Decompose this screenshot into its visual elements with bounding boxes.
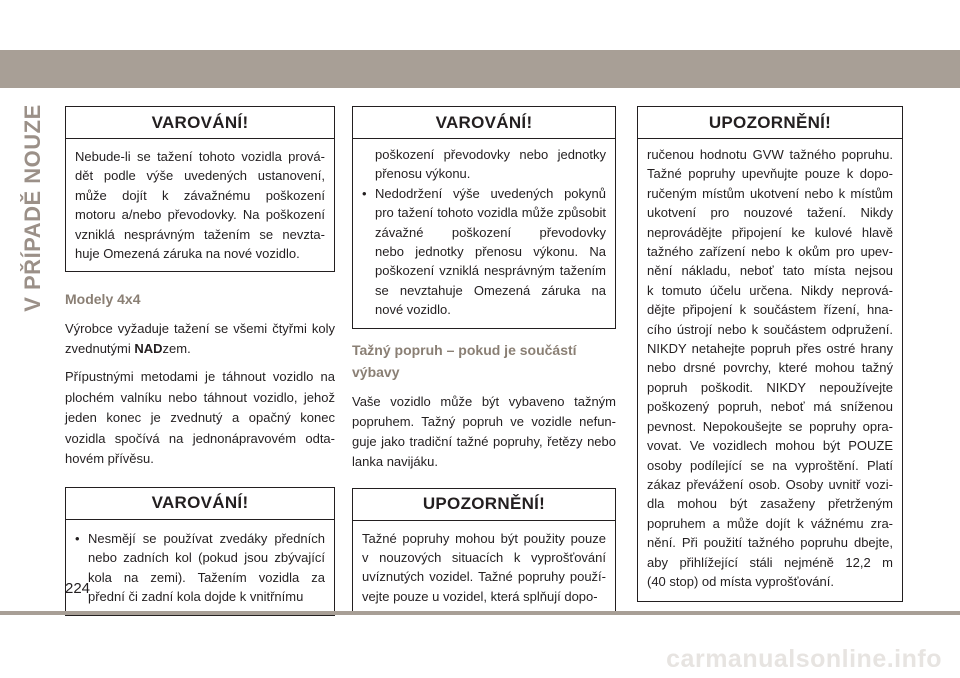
column-1: [65, 106, 335, 616]
paragraph-towing-methods: Přípustnými metodami je táhnout vozidlo na plochém valníku nebo táhnout vozidlo, jehož jeden konec je zvednutý a opačný konec vozidla spočívá na jednonápravovém odta-hovém přívěsu.: [65, 369, 335, 467]
text-line: osoby podílející se na vyproštění. Platí: [647, 457, 893, 473]
text-line: neprovádějte připojení ke kulové hlavě: [647, 224, 893, 240]
text-line: nění nákladu, neboť tato místa nejsou: [647, 263, 893, 279]
caution-box-continued: [637, 106, 903, 602]
warning-box-engine-damage: [65, 106, 335, 272]
caution-box-tow-strap: [352, 488, 616, 616]
text-line: závažné poškození převodovky: [375, 224, 606, 240]
text-line: se nevztahuje Omezená záruka na: [375, 282, 606, 298]
text-line: v nouzových situacích k vyprošťování: [362, 550, 606, 566]
caution-title: UPOZORNĚNÍ!: [638, 107, 902, 139]
text-line: dět podle výše uvedených ustanovení,: [75, 168, 325, 184]
text-line: cího ústrojí nebo k součástem odpružení.: [647, 321, 893, 337]
warning-title: VAROVÁNÍ!: [66, 488, 334, 520]
text-line: dějte připojení k součástem řízení, hna-: [647, 302, 893, 318]
warning-title: VAROVÁNÍ!: [66, 107, 334, 139]
text-line: k tomuto účelu určena. Nikdy neprová-: [647, 282, 893, 298]
text-line: poškození převodovky nebo jednotky: [375, 147, 606, 162]
text-line: zákaz převážení osob. Osoby uvnitř vozi-: [647, 476, 893, 492]
text-line: aby přihlížející stáli nejméně 12,2 m: [647, 554, 893, 570]
column-3: [637, 106, 903, 602]
text-line: vejte pouze u vozidel, která splňují dopo-: [362, 588, 598, 604]
footer-line: [0, 611, 960, 615]
text-line: přenosu výkonu.: [375, 166, 471, 182]
text-line: uvíznutých vozidel. Tažné popruhy použí-: [362, 569, 606, 585]
text-line: Tažné popruhy mohou být použity pouze: [362, 530, 606, 546]
text-line: nebo jednotky přenosu výkonu. Na: [375, 244, 606, 260]
text-line: ručeným místům ukotvení nebo k místům: [647, 185, 893, 201]
text-line: přední či zadní kola dojde k vnitřnímu: [88, 589, 304, 605]
text-line: Nedodržení výše uvedených pokynů: [375, 185, 606, 201]
text-line: nové vozidlo.: [375, 302, 451, 318]
text-line: (40 stop) od místa vyprošťování.: [647, 573, 834, 589]
caution-text: [353, 521, 615, 615]
text-line: dla mohou být zasaženy přetrženým: [647, 496, 893, 512]
text-line: popruhem a může dojít k vážnému zra-: [647, 515, 893, 531]
column-2: [352, 106, 616, 615]
section-title-4x4: Modely 4x4: [65, 291, 141, 308]
text-line: poškozený popruh, neboť má sníženou: [647, 399, 893, 415]
text-line: vzniklá nesprávným tažením se nevzta-: [75, 226, 325, 242]
text-line: Nesmějí se používat zvedáky předních: [88, 530, 325, 546]
page-number: 224: [65, 580, 91, 597]
watermark: carmanualsonline.info: [666, 645, 942, 673]
text-line: NIKDY netahejte popruh přes ostré hrany: [647, 341, 893, 357]
text-line: nebo zadních kol (pokud jsou zbývající: [88, 550, 325, 566]
caution-text: [638, 139, 902, 601]
header-band: [0, 50, 960, 88]
warning-title: VAROVÁNÍ!: [353, 107, 615, 139]
bullet-marker: •: [75, 530, 80, 546]
section-title-tow-strap: Tažný popruh – pokud je součástí výbavy: [352, 341, 577, 380]
text-line: poškození vzniklá nesprávným tažením: [375, 263, 606, 279]
text-line: Tažné popruhy upevňujte pouze k dopo-: [647, 166, 893, 182]
list-item: [75, 529, 325, 607]
warning-box-continued: [352, 106, 616, 329]
text-line: vovat. Ve vozidlech mohou být POUZE: [647, 438, 893, 454]
text-line: nebo drsné povrchy, které mohou tažný: [647, 360, 893, 376]
text-line: může dojít k závažnému poškození: [75, 187, 325, 203]
list-item: [362, 184, 606, 320]
bullet-marker: •: [362, 185, 367, 201]
text-line: popruh poškodit. NIKDY nepoužívejte: [647, 379, 893, 395]
text-line: ukotvení pro nouzové tažení. Nikdy: [647, 205, 893, 221]
text-line: pro tažení tohoto vozidla může způsobit: [375, 205, 606, 221]
text-line: pevnost. Nepokoušejte se popruhy opra-: [647, 418, 893, 434]
text-line: kola na zemi). Tažením vozidla za: [88, 569, 325, 585]
warning-text: [353, 139, 615, 328]
paragraph-tow-strap: Vaše vozidlo může být vybaveno tažným popruhem. Tažný popruh ve vozidle nefun-guje jako tradiční tažné popruhy, řetězy nebo lanka navijáku.: [352, 393, 616, 469]
caution-title: UPOZORNĚNÍ!: [353, 489, 615, 521]
text-line: huje Omezená záruka na nové vozidlo.: [75, 246, 300, 262]
text-line: ručenou hodnotu GVW tažného popruhu.: [647, 147, 893, 162]
text-line: motoru a/nebo převodovky. Na poškození: [75, 207, 325, 223]
text-line: Nebude-li se tažení tohoto vozidla prová-: [75, 149, 325, 164]
text-line: tažného zařízení nebo k okům pro upev-: [647, 244, 893, 260]
warning-text: [66, 520, 334, 615]
text-line: nění. Při použití tažného popruhu dbejte,: [647, 535, 893, 551]
warning-box-wheel-lifts: [65, 487, 335, 616]
chapter-side-title: V PŘÍPADĚ NOUZE: [20, 104, 45, 312]
warning-text: [66, 139, 334, 271]
paragraph-4x4-requirement: Výrobce vyžaduje tažení se všemi čtyřmi koly zvednutými NADzem.: [65, 321, 335, 357]
